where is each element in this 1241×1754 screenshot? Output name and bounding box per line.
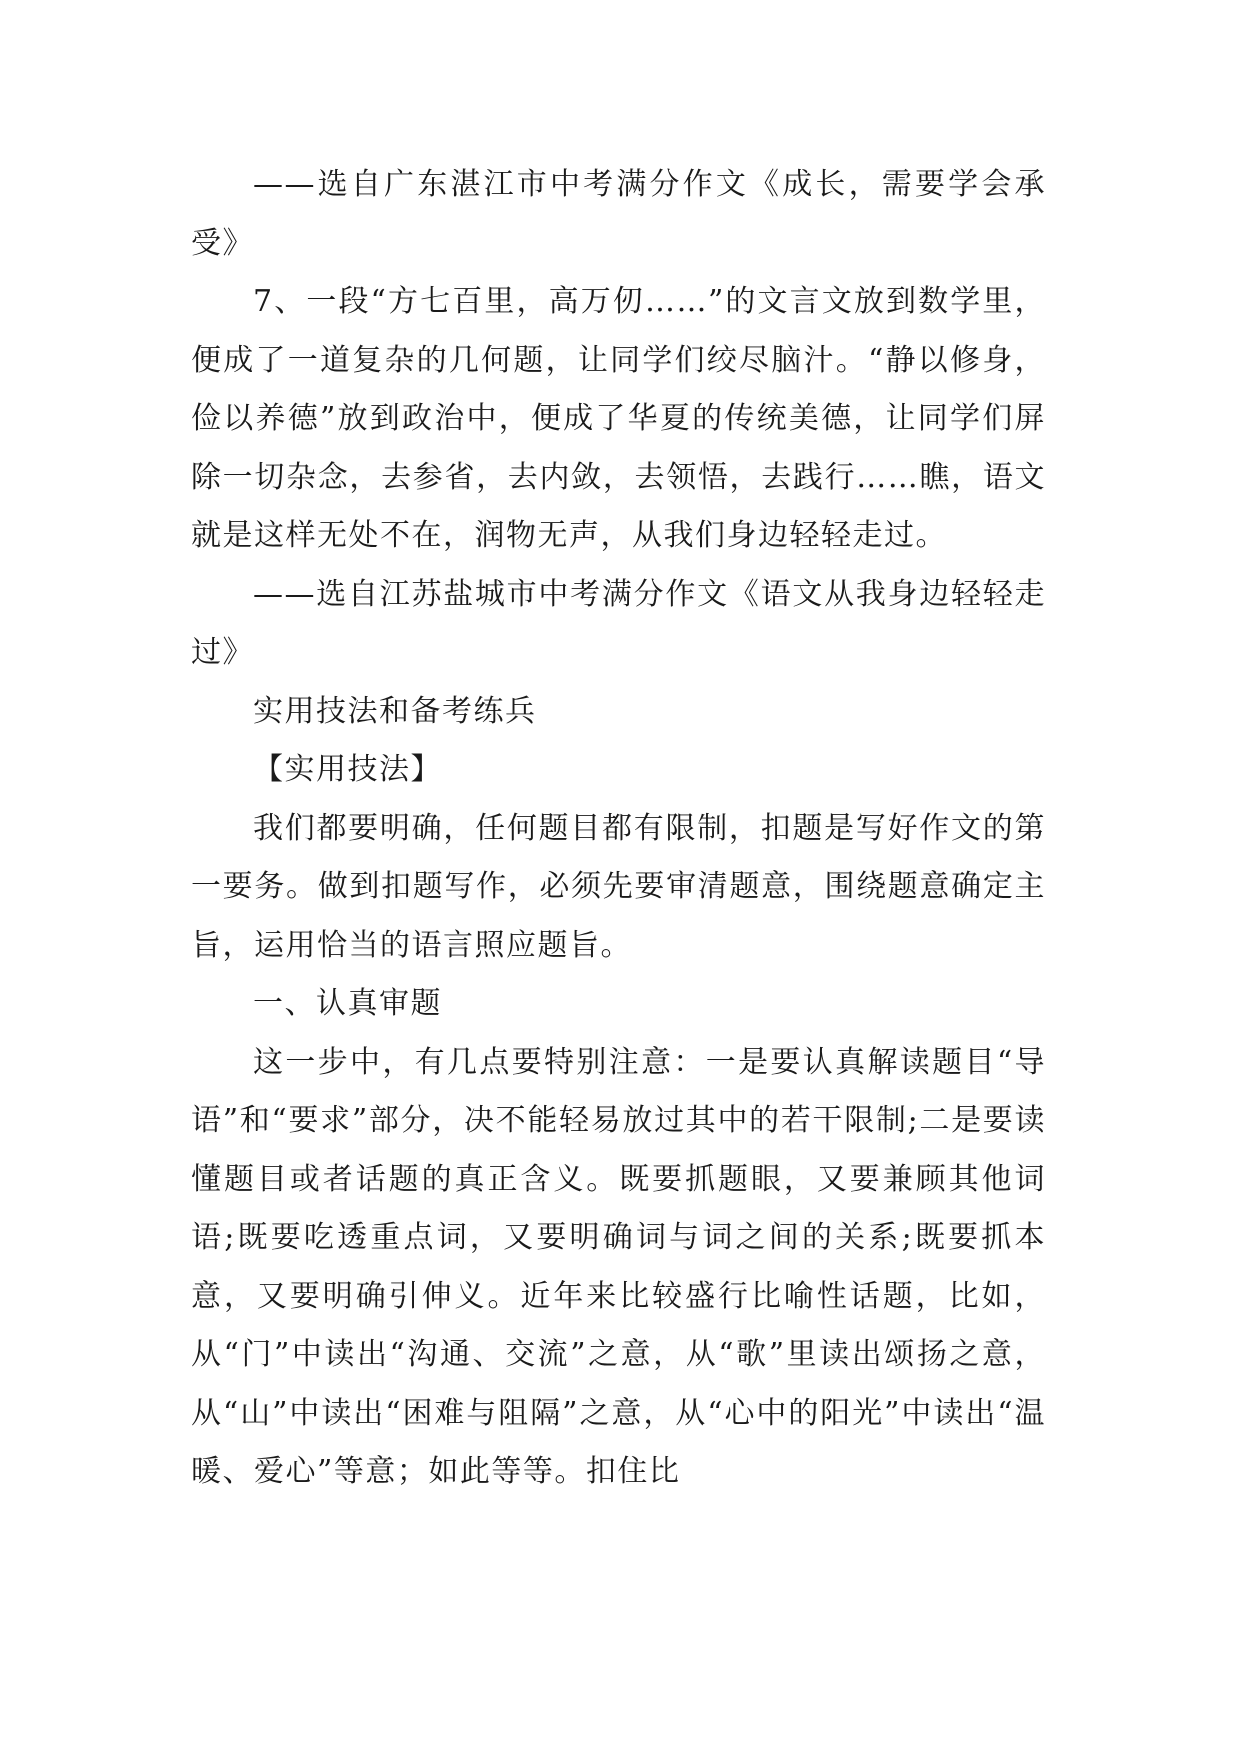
- body-paragraph: 这一步中，有几点要特别注意：一是要认真解读题目“导语”和“要求”部分，决不能轻易放过其中的若干限制;二是要读懂题目或者话题的真正含义。既要抓题眼，又要兼顾其他词语;既要吃透重点词，又要明确词与词之间的关系;既要抓本意，又要明确引伸义。近年来比较盛行比喻性话题，比如，从“门”中读出“沟通、交流”之意，从“歌”里读出颂扬之意，从“山”中读出“困难与阻隔”之意，从“心中的阳光”中读出“温暖、爱心”等意；如此等等。扣住比: [191, 1044, 1046, 1489]
- section-heading: 实用技法和备考练兵: [253, 693, 537, 729]
- source-citation: ——选自广东湛江市中考满分作文《成长，需要学会承受》: [191, 167, 1046, 261]
- body-paragraph: 我们都要明确，任何题目都有限制，扣题是写好作文的第一要务。做到扣题写作，必须先要审清题意，围绕题意确定主旨，运用恰当的语言照应题旨。: [191, 810, 1046, 963]
- body-paragraph: 7、一段“方七百里，高万仞……”的文言文放到数学里，便成了一道复杂的几何题，让同学们绞尽脑汁。“静以修身，俭以养德”放到政治中，便成了华夏的传统美德，让同学们屏除一切杂念，去参省，去内敛，去领悟，去践行……瞧，语文就是这样无处不在，润物无声，从我们身边轻轻走过。: [191, 284, 1046, 553]
- subsection-heading: 【实用技法】: [253, 752, 442, 787]
- step-heading: 一、认真审题: [253, 986, 442, 1021]
- source-citation: ——选自江苏盐城市中考满分作文《语文从我身边轻轻走过》: [191, 576, 1046, 670]
- document-body: [191, 156, 1046, 1502]
